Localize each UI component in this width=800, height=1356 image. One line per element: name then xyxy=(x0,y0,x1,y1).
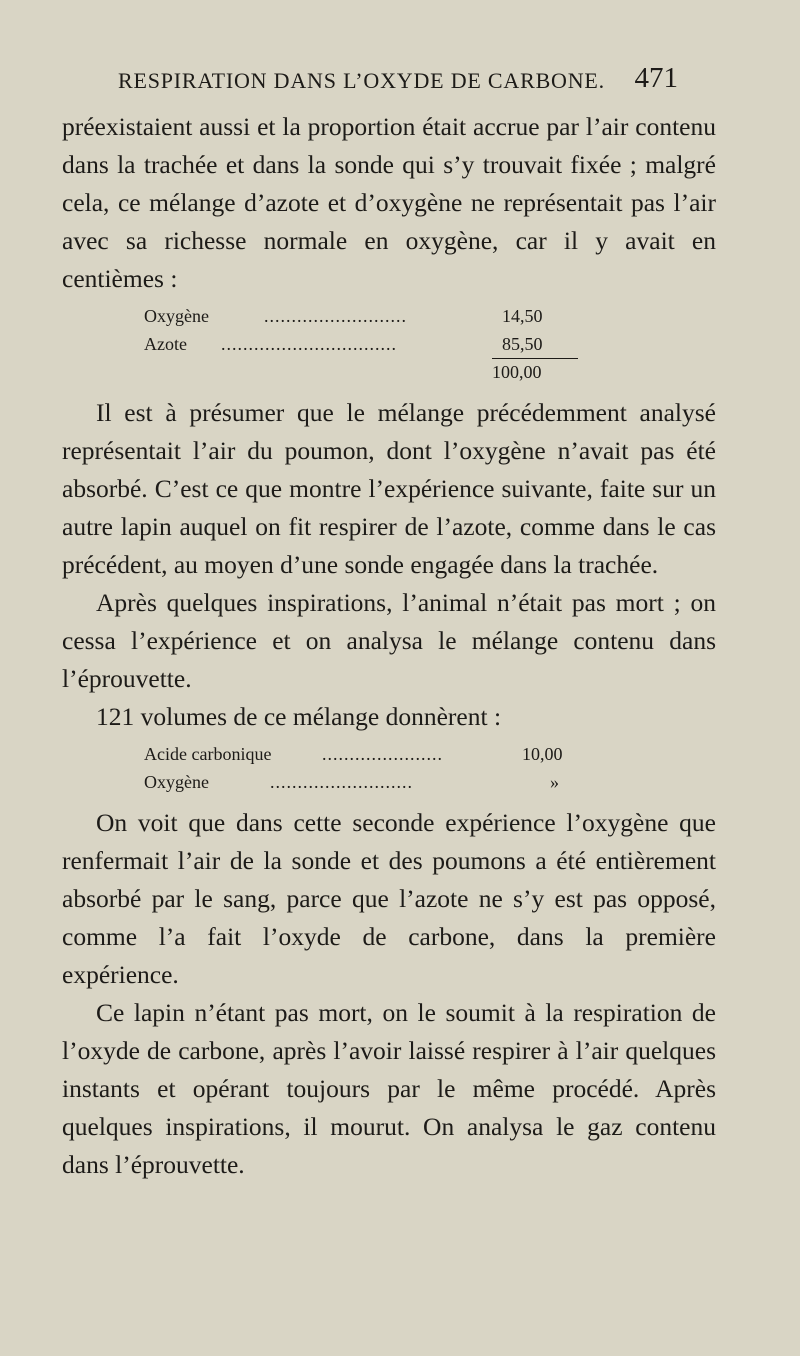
table-1-total-value: 100,00 xyxy=(492,362,542,382)
page-number: 471 xyxy=(634,62,678,94)
table-2-row-carbonic-acid xyxy=(62,740,716,768)
paragraph-5: On voit que dans cette seconde expérience l’oxygène que renfermait l’air de la sonde et des poumons a été entièrement absorbé par le sang, parce que l’azote ne s’y est pas opposé, comme l’a fait l’oxyde de carbone, dans la première expérience. xyxy=(62,808,716,989)
table-2-value-oxygen: » xyxy=(550,772,559,792)
paragraph-4: 121 volumes de ce mélange donnèrent : xyxy=(96,702,502,731)
paragraph-1: préexistaient aussi et la proportion était accrue par l’air contenu dans la trachée et dans la sonde qui s’y trouvait fixée ; malgré cela, ce mélange d’azote et d’oxygène ne représentait pas l’air avec sa richesse normale en oxygène, car il y avait en centièmes : xyxy=(62,112,716,293)
table-2-leader-dots-oxygen: .......................... xyxy=(270,772,413,792)
table-2-label-oxygen: Oxygène xyxy=(144,772,209,792)
table-2-value-carbonic-acid: 10,00 xyxy=(522,744,563,764)
table-2-row-oxygen xyxy=(62,768,716,796)
header-title: RESPIRATION DANS L’OXYDE DE CARBONE. xyxy=(118,68,605,93)
table-1-row-oxygen xyxy=(62,302,716,330)
table-1-label-azote: Azote xyxy=(144,334,187,354)
table-2-leader-dots-carbonic-acid: ...................... xyxy=(322,744,443,764)
table-1-leader-dots-oxygen: .......................... xyxy=(264,306,407,326)
table-1-value-oxygen: 14,50 xyxy=(502,306,543,326)
running-header xyxy=(118,62,678,104)
table-1-label-oxygen: Oxygène xyxy=(144,306,209,326)
gas-composition-table-2 xyxy=(62,740,716,796)
gas-composition-table-1 xyxy=(62,302,716,386)
table-1-row-azote xyxy=(62,330,716,358)
paragraph-3: Après quelques inspirations, l’animal n’était pas mort ; on cessa l’expérience et on analysa le mélange contenu dans l’éprouvette. xyxy=(62,588,716,693)
table-1-leader-dots-azote: ................................ xyxy=(221,334,397,354)
table-2-label-carbonic-acid: Acide carbonique xyxy=(144,744,272,764)
paragraph-2: Il est à présumer que le mélange précédemment analysé représentait l’air du poumon, dont l’oxygène n’avait pas été absorbé. C’est ce que montre l’expérience suivante, faite sur un autre lapin auquel on fit respirer de l’azote, comme dans le cas précédent, au moyen d’une sonde engagée dans la trachée. xyxy=(62,398,716,579)
table-1-value-azote: 85,50 xyxy=(502,334,543,354)
page-body xyxy=(62,108,716,1184)
paragraph-6: Ce lapin n’étant pas mort, on le soumit à la respiration de l’oxyde de carbone, après l’avoir laissé respirer à l’air quelques instants et opérant toujours par le même procédé. Après quelques inspirations, il mourut. On analysa le gaz contenu dans l’éprouvette. xyxy=(62,998,716,1179)
table-1-row-total xyxy=(62,358,716,386)
